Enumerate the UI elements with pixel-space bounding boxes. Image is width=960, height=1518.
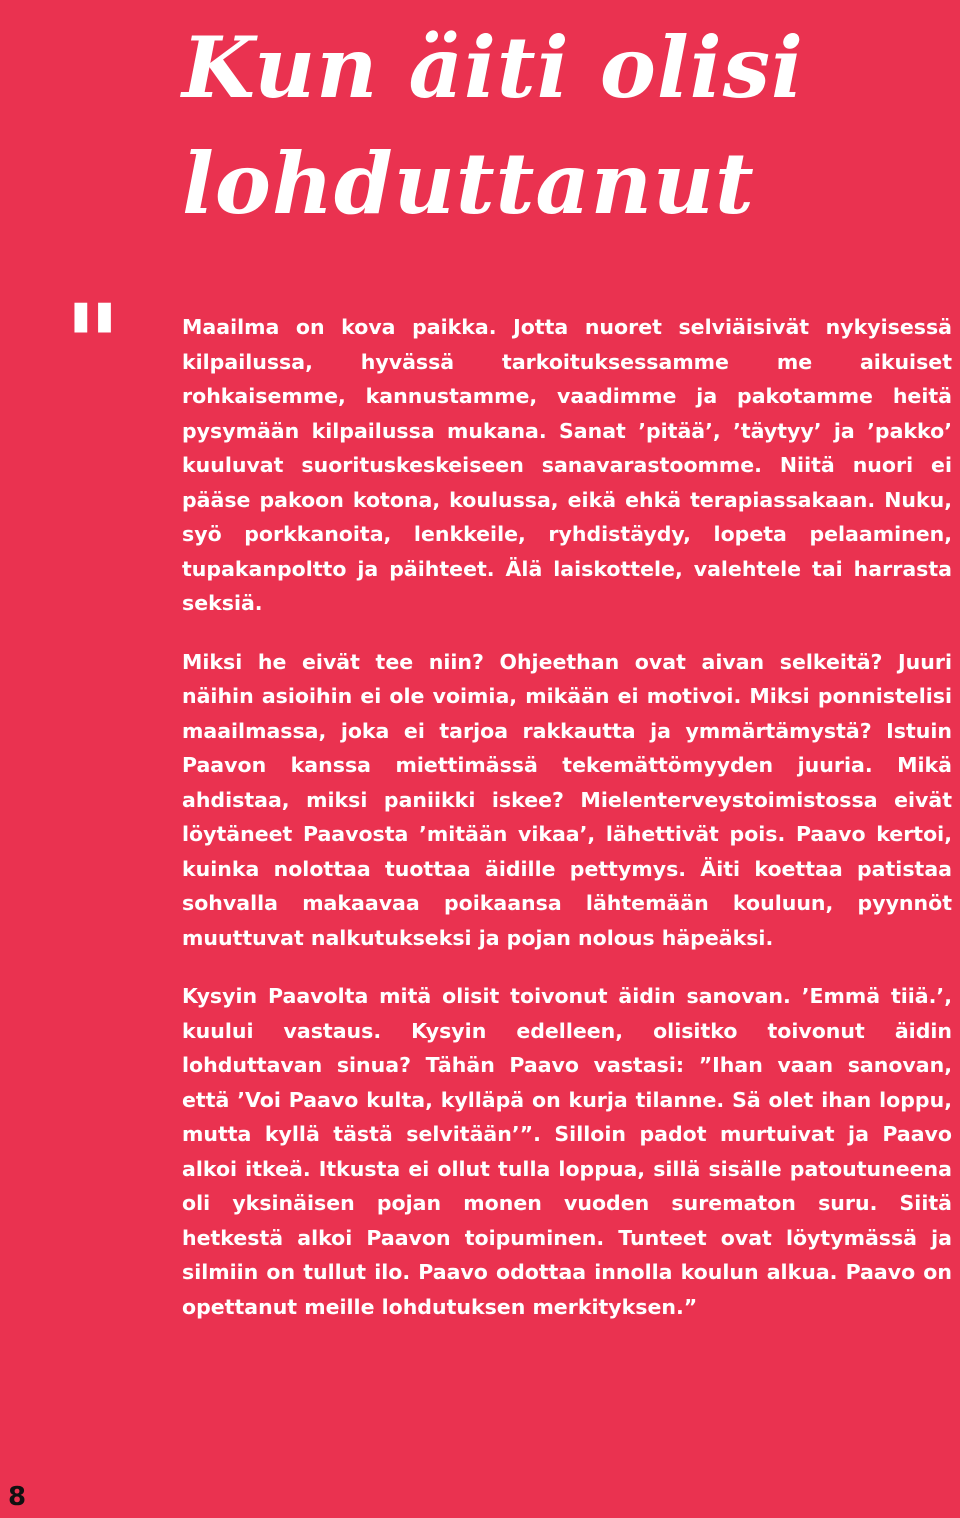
page-number: 8 xyxy=(8,1482,27,1512)
paragraph-3: Kysyin Paavolta mitä olisit toivonut äidin sanovan. ’Emmä tiiä.’, kuului vastaus. Kysyin edelleen, olisitko toivonut äidin lohduttavan sinua? Tähän Paavo vastasi: ”Ihan vaan sanovan, että ’Voi Paavo kulta, kylläpä on kurja tilanne. Sä olet ihan loppu, mutta kyllä tästä selvitään’”. Silloin padot murtuivat ja Paavo alkoi itkeä. Itkusta ei ollut tulla loppua, sillä sisälle patoutuneena oli yksinäisen pojan monen vuoden surematon suru. Siitä hetkestä alkoi Paavon toipuminen. Tunteet ovat löytymässä ja silmiin on tullut ilo. Paavo odottaa innolla koulun alkua. Paavo on opettanut meille lohdutuksen merkityksen.” xyxy=(182,984,952,1319)
article-body xyxy=(182,310,952,1348)
article-title: Kun äiti olisi lohduttanut xyxy=(182,18,804,233)
paragraph-1: Maailma on kova paikka. Jotta nuoret selviäisivät nykyisessä kilpailussa, hyvässä tarkoituksessamme me aikuiset rohkaisemme, kannustamme, vaadimme ja pakotamme heitä pysymään kilpailussa mukana. Sanat ’pitää’, ’täytyy’ ja ’pakko’ kuuluvat suorituskeskeiseen sanavarastoomme. Niitä nuori ei pääse pakoon kotona, koulussa, eikä ehkä terapiassakaan. Nuku, syö porkkanoita, lenkkeile, ryhdistäydy, lopeta pelaaminen, tupakanpoltto ja päihteet. Älä laiskottele, valehtele tai harrasta seksiä. xyxy=(182,315,952,615)
paragraph-2: Miksi he eivät tee niin? Ohjeethan ovat aivan selkeitä? Juuri näihin asioihin ei ole voimia, mikään ei motivoi. Miksi ponnistelisi maailmassa, joka ei tarjoa rakkautta ja ymmärtämystä? Istuin Paavon kanssa miettimässä tekemättömyyden juuria. Mikä ahdistaa, miksi paniikki iskee? Mielenterveystoimistossa eivät löytäneet Paavosta ’mitään vikaa’, lähettivät pois. Paavo kertoi, kuinka nolottaa tuottaa äidille pettymys. Äiti koettaa patistaa sohvalla makaavaa poikaansa lähtemään kouluun, pyynnöt muuttuvat nalkutukseksi ja pojan nolous häpeäksi. xyxy=(182,649,952,950)
opening-quote-mark: " xyxy=(64,280,122,409)
